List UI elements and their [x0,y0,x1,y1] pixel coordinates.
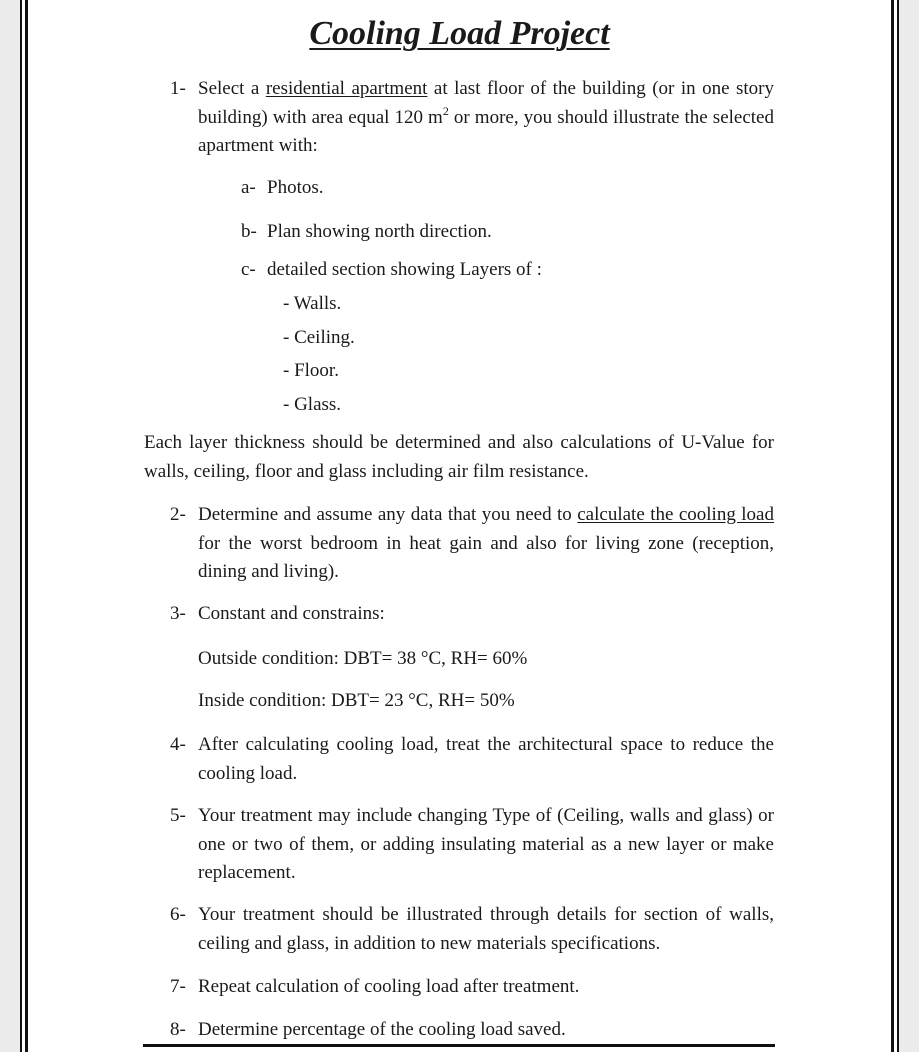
item-6-text: Your treatment should be illustrated through details for section of walls, ceiling and glass, in addition to new materials specifications. [198,904,774,954]
subitem-a-text: Photos. [267,177,324,198]
item-5-number: 5- [170,805,186,826]
page-title: Cooling Load Project [309,15,610,52]
page-border-right-inner [891,0,894,1052]
right-margin [899,0,919,1052]
item-7-text: Repeat calculation of cooling load after treatment. [198,976,580,997]
subitem-b-letter: b- [241,221,257,242]
subitem-c-letter: c- [241,259,256,280]
layer-glass: - Glass. [283,394,342,415]
u-value-note: Each layer thickness should be determined and also calculations of U-Value for walls, ceiling, floor and glass including air film resistance. [144,432,774,482]
item-2-number: 2- [170,504,186,525]
item-7-number: 7- [170,976,186,997]
layer-floor: - Floor. [283,360,339,381]
subitem-a-letter: a- [241,177,256,198]
superscript-2: 2 [442,103,449,118]
calculate-cooling-load-underline: calculate the cooling load [577,504,774,525]
inside-condition: Inside condition: DBT= 23 °C, RH= 50% [198,690,515,711]
item-3-number: 3- [170,603,186,624]
subitem-b-text: Plan showing north direction. [267,221,492,242]
subitem-c-text: detailed section showing Layers of : [267,259,542,280]
item-2-text: Determine and assume any data that you need to calculate the cooling load for the worst bedroom in heat gain and also for living zone (reception, dining and living). [198,504,774,582]
item-1-number: 1- [170,78,186,99]
page-border-left-outer [20,0,22,1052]
item-8-text: Determine percentage of the cooling load saved. [198,1019,566,1040]
item-5-text: Your treatment may include changing Type of (Ceiling, walls and glass) or one or two of them, or adding insulating material as a new layer or make replacement. [198,805,774,883]
item-6-number: 6- [170,904,186,925]
item-4-text: After calculating cooling load, treat the architectural space to reduce the cooling load. [198,734,774,784]
layer-walls: - Walls. [283,293,342,314]
bottom-rule [143,1044,775,1047]
outside-condition: Outside condition: DBT= 38 °C, RH= 60% [198,648,528,669]
item-8-number: 8- [170,1019,186,1040]
page-border-left-inner [25,0,28,1052]
left-margin [0,0,20,1052]
layer-ceiling: - Ceiling. [283,327,355,348]
residential-apartment-underline: residential apartment [265,78,428,99]
item-4-number: 4- [170,734,186,755]
item-3-text: Constant and constrains: [198,603,385,624]
item-1-text: Select a residential apartment at last floor of the building (or in one story building) with area equal 120 $m^2$ or more, you should illustrate the selected apartment with: [198,78,775,156]
